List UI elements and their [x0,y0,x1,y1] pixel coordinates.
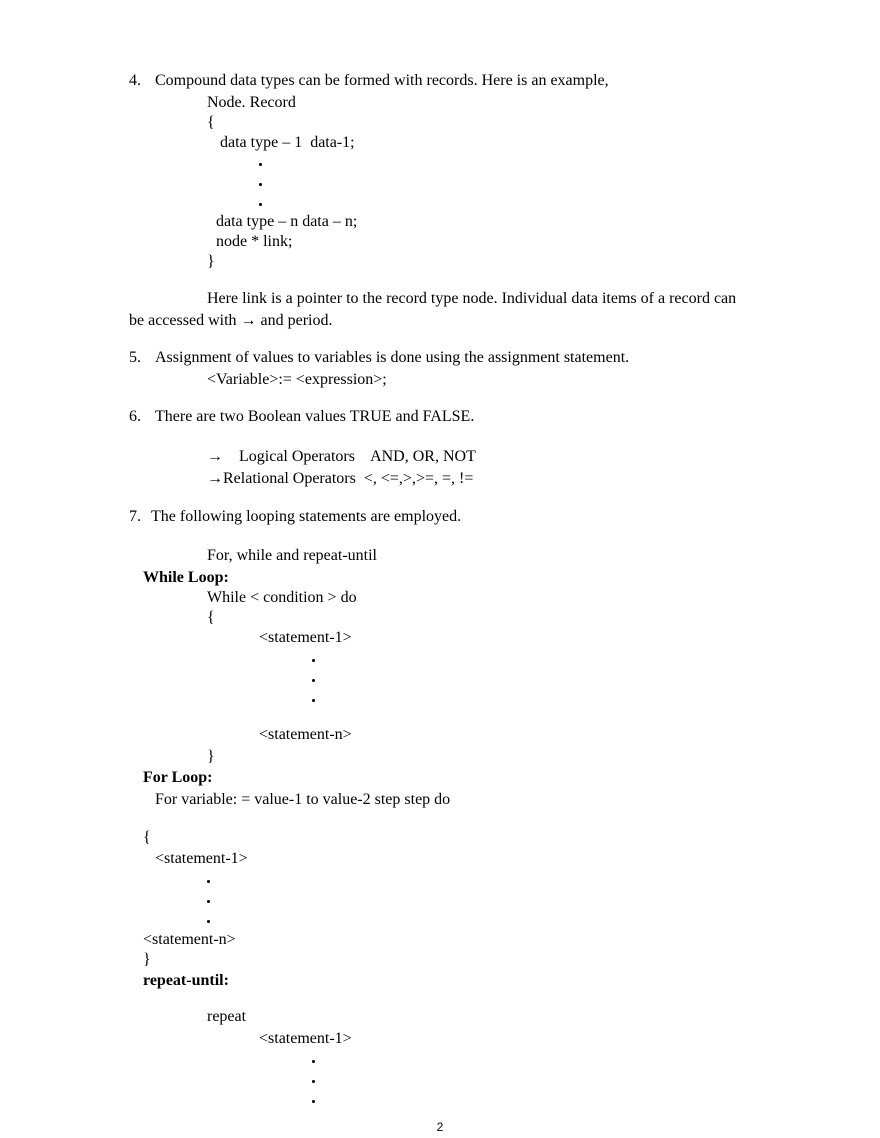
record-field-1: data type – 1 data-1; [220,134,355,151]
repeat-keyword: repeat [207,1008,247,1025]
while-statement-n: <statement-n> [259,726,352,743]
for-open-brace: { [143,829,151,846]
ellipsis-dot [259,203,262,206]
while-statement-1: <statement-1> [259,629,352,646]
logical-operators: → Logical Operators AND, OR, NOT [207,448,476,465]
repeat-until-heading: repeat-until: [143,972,229,989]
ellipsis-dot [207,920,210,923]
record-link-field: node * link; [216,233,293,250]
while-loop-heading: While Loop: [143,569,229,586]
record-declaration: Node. Record [207,94,296,111]
ellipsis-dot [312,659,315,662]
ellipsis-dot [312,1060,315,1063]
relational-operators: →Relational Operators <, <=,>,>=, =, != [207,470,474,487]
item-7-number: 7. [129,508,141,525]
page-number: 2 [436,1120,444,1134]
for-loop-heading: For Loop: [143,769,213,786]
repeat-statement-1: <statement-1> [259,1030,352,1047]
item-7-text: The following looping statements are employed. [151,508,462,525]
ellipsis-dot [207,900,210,903]
item-4-paragraph-line-1: Here link is a pointer to the record type node. Individual data items of a record can [207,290,737,307]
for-statement-1: <statement-1> [155,850,248,867]
record-open-brace: { [207,114,215,131]
item-4-paragraph-line-2: be accessed with → and period. [129,312,333,329]
ellipsis-dot [259,183,262,186]
item-4-intro: Compound data types can be formed with records. Here is an example, [155,72,609,89]
item-6-number: 6. [129,408,141,425]
item-5-number: 5. [129,349,141,366]
loop-types: For, while and repeat-until [207,547,377,564]
for-header: For variable: = value-1 to value-2 step step do [155,791,451,808]
for-close-brace: } [143,951,151,968]
ellipsis-dot [207,880,210,883]
item-6-text: There are two Boolean values TRUE and FALSE. [155,408,475,425]
ellipsis-dot [259,163,262,166]
for-statement-n: <statement-n> [143,931,236,948]
assignment-syntax: <Variable>:= <expression>; [207,371,387,388]
item-4-number: 4. [129,72,141,89]
while-header: While < condition > do [207,589,357,606]
while-open-brace: { [207,609,215,626]
ellipsis-dot [312,1080,315,1083]
ellipsis-dot [312,699,315,702]
ellipsis-dot [312,1100,315,1103]
record-close-brace: } [207,253,215,270]
while-close-brace: } [207,748,215,765]
ellipsis-dot [312,679,315,682]
item-5-text: Assignment of values to variables is done using the assignment statement. [155,349,630,366]
record-field-n: data type – n data – n; [216,213,358,230]
